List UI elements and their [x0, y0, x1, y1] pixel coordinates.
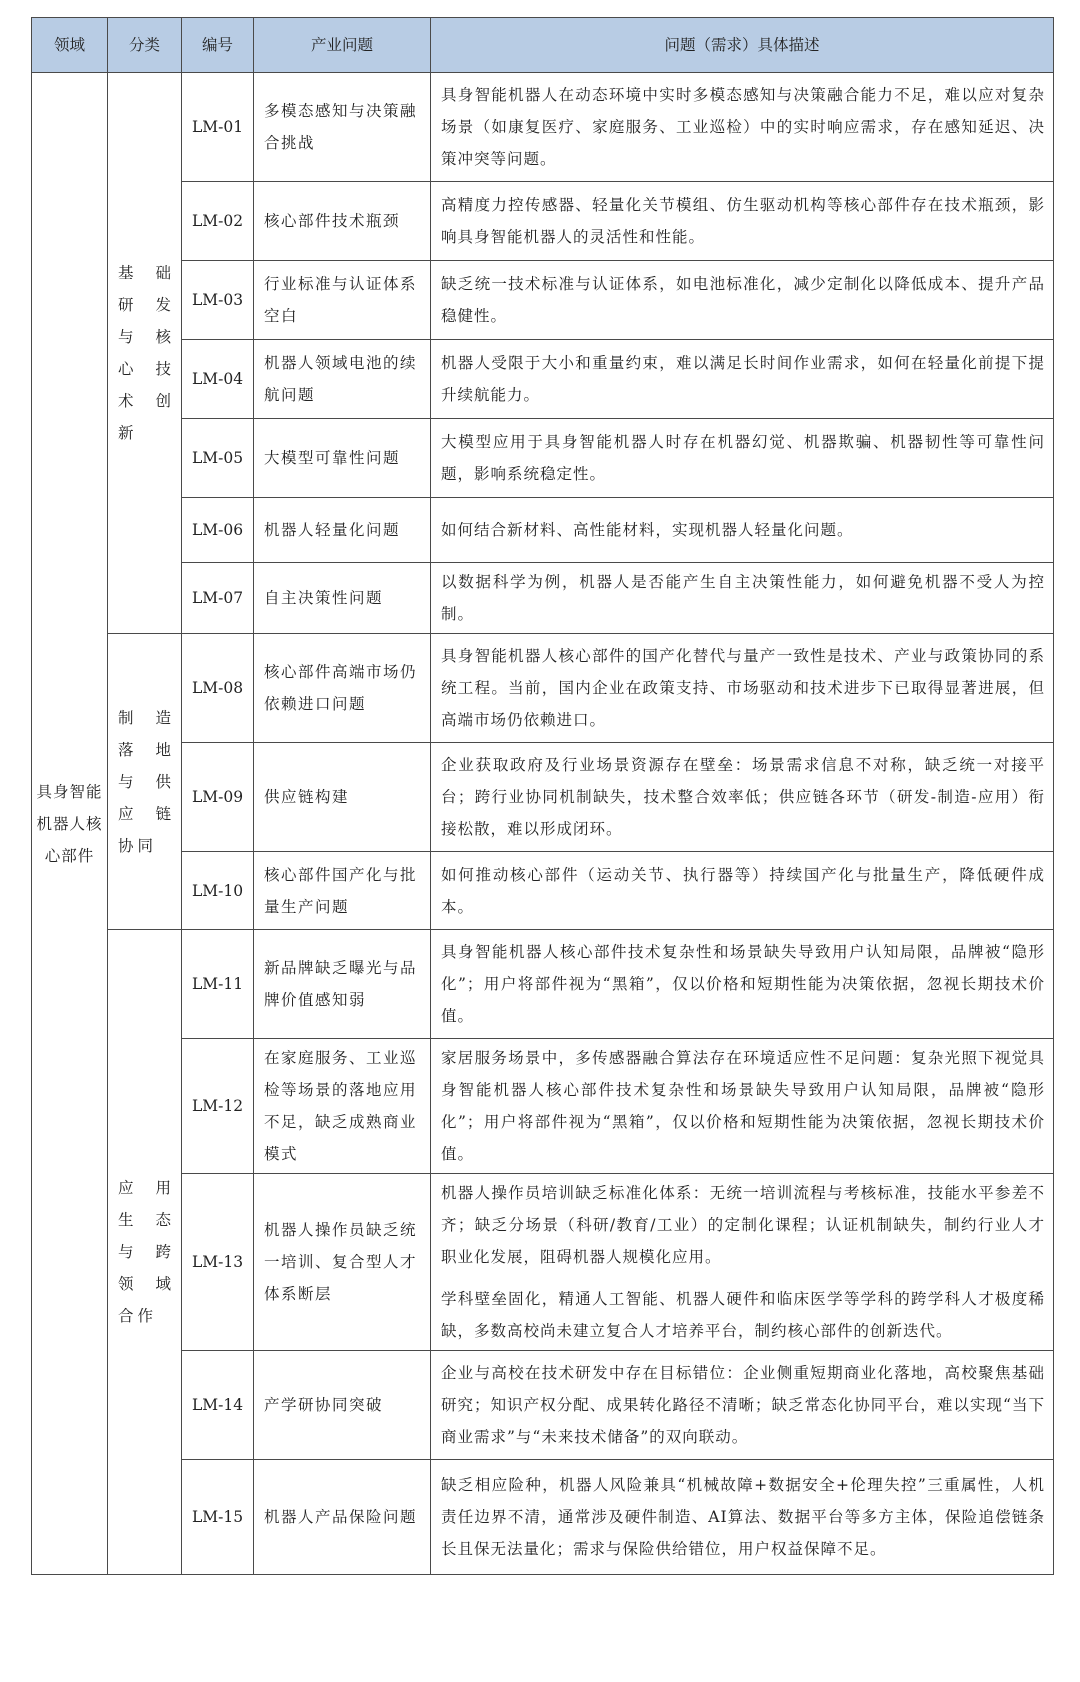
problem-description [431, 930, 1054, 1039]
description-paragraph: 机器人受限于大小和重量约束，难以满足长时间作业需求，如何在轻量化前提下提升续航能力。 [441, 354, 1045, 404]
table-row [32, 498, 1054, 563]
description-paragraph: 学科壁垒固化，精通人工智能、机器人硬件和临床医学等学科的跨学科人才极度稀缺，多数高校尚未建立复合人才培养平台，制约核心部件的创新迭代。 [441, 1290, 1045, 1340]
domain-cell: 具身智能机器人核心部件 [32, 73, 108, 1575]
description-paragraph: 企业与高校在技术研发中存在目标错位：企业侧重短期商业化落地，高校聚焦基础研究；知识产权分配、成果转化路径不清晰；缺乏常态化协同平台，难以实现“当下商业需求”与“未来技术储备”的双向联动。 [441, 1364, 1045, 1446]
problem-description [431, 182, 1054, 261]
table-row [32, 852, 1054, 930]
problem-code: LM-01 [182, 73, 254, 182]
description-paragraph: 机器人操作员培训缺乏标准化体系：无统一培训流程与考核标准，技能水平参差不齐；缺乏分场景（科研/教育/工业）的定制化课程；认证机制缺失，制约行业人才职业化发展，阻碍机器人规模化应用。 [441, 1184, 1045, 1266]
description-paragraph: 高精度力控传感器、轻量化关节模组、仿生驱动机构等核心部件存在技术瓶颈，影响具身智能机器人的灵活性和性能。 [441, 196, 1045, 246]
problem-title: 在家庭服务、工业巡检等场景的落地应用不足，缺乏成熟商业模式 [254, 1039, 431, 1174]
problem-description [431, 419, 1054, 498]
table-row [32, 743, 1054, 852]
table-row [32, 182, 1054, 261]
problem-code: LM-02 [182, 182, 254, 261]
problem-description [431, 1351, 1054, 1460]
problem-description [431, 340, 1054, 419]
table-row [32, 634, 1054, 743]
problem-description [431, 634, 1054, 743]
description-paragraph: 具身智能机器人核心部件技术复杂性和场景缺失导致用户认知局限，品牌被“隐形化”；用户将部件视为“黑箱”，仅以价格和短期性能为决策依据，忽视长期技术价值。 [441, 943, 1045, 1025]
description-paragraph: 大模型应用于具身智能机器人时存在机器幻觉、机器欺骗、机器韧性等可靠性问题，影响系统稳定性。 [441, 433, 1045, 483]
table-row [32, 73, 1054, 182]
problem-title: 大模型可靠性问题 [254, 419, 431, 498]
problem-code: LM-15 [182, 1460, 254, 1575]
problem-title: 核心部件高端市场仍依赖进口问题 [254, 634, 431, 743]
description-paragraph: 家居服务场景中，多传感器融合算法存在环境适应性不足问题：复杂光照下视觉具身智能机器人核心部件技术复杂性和场景缺失导致用户认知局限，品牌被“隐形化”；用户将部件视为“黑箱”，仅以价格和短期性能为决策依据，忽视长期技术价值。 [441, 1049, 1045, 1163]
header-description: 问题（需求）具体描述 [431, 18, 1054, 73]
problem-code: LM-06 [182, 498, 254, 563]
problem-title: 供应链构建 [254, 743, 431, 852]
category-cell: 基础研发与核心技术创新 [108, 73, 182, 634]
description-paragraph: 如何推动核心部件（运动关节、执行器等）持续国产化与批量生产，降低硬件成本。 [441, 865, 1045, 916]
problem-description [431, 743, 1054, 852]
problem-title: 核心部件国产化与批量生产问题 [254, 852, 431, 930]
problem-code: LM-03 [182, 261, 254, 340]
problem-title: 核心部件技术瓶颈 [254, 182, 431, 261]
problem-description [431, 498, 1054, 563]
problem-code: LM-12 [182, 1039, 254, 1174]
problem-code: LM-13 [182, 1174, 254, 1351]
problem-title: 多模态感知与决策融合挑战 [254, 73, 431, 182]
table-row [32, 1460, 1054, 1575]
description-paragraph: 缺乏统一技术标准与认证体系，如电池标准化，减少定制化以降低成本、提升产品稳健性。 [441, 275, 1045, 325]
industry-problems-table [31, 17, 1054, 1575]
header-code: 编号 [182, 18, 254, 73]
category-cell: 应用生态与跨领域合作 [108, 930, 182, 1575]
description-paragraph: 缺乏相应险种，机器人风险兼具“机械故障+数据安全+伦理失控”三重属性，人机责任边界不清，通常涉及硬件制造、AI算法、数据平台等多方主体，保险追偿链条长且保无法量化；需求与保险供给错位，用户权益保障不足。 [441, 1476, 1045, 1558]
description-paragraph: 具身智能机器人在动态环境中实时多模态感知与决策融合能力不足，难以应对复杂场景（如康复医疗、家庭服务、工业巡检）中的实时响应需求，存在感知延迟、决策冲突等问题。 [441, 86, 1045, 168]
problem-description [431, 852, 1054, 930]
table-header-row [32, 18, 1054, 73]
table-row [32, 419, 1054, 498]
table-row [32, 1174, 1054, 1351]
problem-code: LM-09 [182, 743, 254, 852]
problem-code: LM-08 [182, 634, 254, 743]
table-row [32, 340, 1054, 419]
problem-title: 行业标准与认证体系空白 [254, 261, 431, 340]
table-row [32, 930, 1054, 1039]
description-paragraph: 具身智能机器人核心部件的国产化替代与量产一致性是技术、产业与政策协同的系统工程。当前，国内企业在政策支持、市场驱动和技术进步下已取得显著进展，但高端市场仍依赖进口。 [441, 647, 1045, 729]
problem-code: LM-07 [182, 563, 254, 634]
category-cell: 制造落地与供应链协同 [108, 634, 182, 930]
problem-title: 机器人领域电池的续航问题 [254, 340, 431, 419]
description-paragraph: 企业获取政府及行业场景资源存在壁垒：场景需求信息不对称，缺乏统一对接平台；跨行业协同机制缺失，技术整合效率低；供应链各环节（研发-制造-应用）衔接松散，难以形成闭环。 [441, 756, 1045, 838]
problem-title: 新品牌缺乏曝光与品牌价值感知弱 [254, 930, 431, 1039]
description-paragraph: 以数据科学为例，机器人是否能产生自主决策性能力，如何避免机器不受人为控制。 [441, 573, 1045, 623]
problem-description [431, 1460, 1054, 1575]
problem-code: LM-11 [182, 930, 254, 1039]
problem-code: LM-05 [182, 419, 254, 498]
problem-title: 机器人产品保险问题 [254, 1460, 431, 1575]
header-domain: 领域 [32, 18, 108, 73]
problem-description [431, 1174, 1054, 1351]
header-category: 分类 [108, 18, 182, 73]
problem-code: LM-10 [182, 852, 254, 930]
table-row [32, 1039, 1054, 1174]
problem-title: 自主决策性问题 [254, 563, 431, 634]
table-body [32, 73, 1054, 1575]
problem-description [431, 563, 1054, 634]
problem-description [431, 73, 1054, 182]
table-row [32, 1351, 1054, 1460]
table-row [32, 261, 1054, 340]
table-row [32, 563, 1054, 634]
problem-description [431, 1039, 1054, 1174]
problem-code: LM-14 [182, 1351, 254, 1460]
problem-title: 机器人轻量化问题 [254, 498, 431, 563]
header-problem: 产业问题 [254, 18, 431, 73]
problem-title: 产学研协同突破 [254, 1351, 431, 1460]
problem-title: 机器人操作员缺乏统一培训、复合型人才体系断层 [254, 1174, 431, 1351]
description-paragraph: 如何结合新材料、高性能材料，实现机器人轻量化问题。 [441, 521, 854, 539]
problem-code: LM-04 [182, 340, 254, 419]
problem-description [431, 261, 1054, 340]
